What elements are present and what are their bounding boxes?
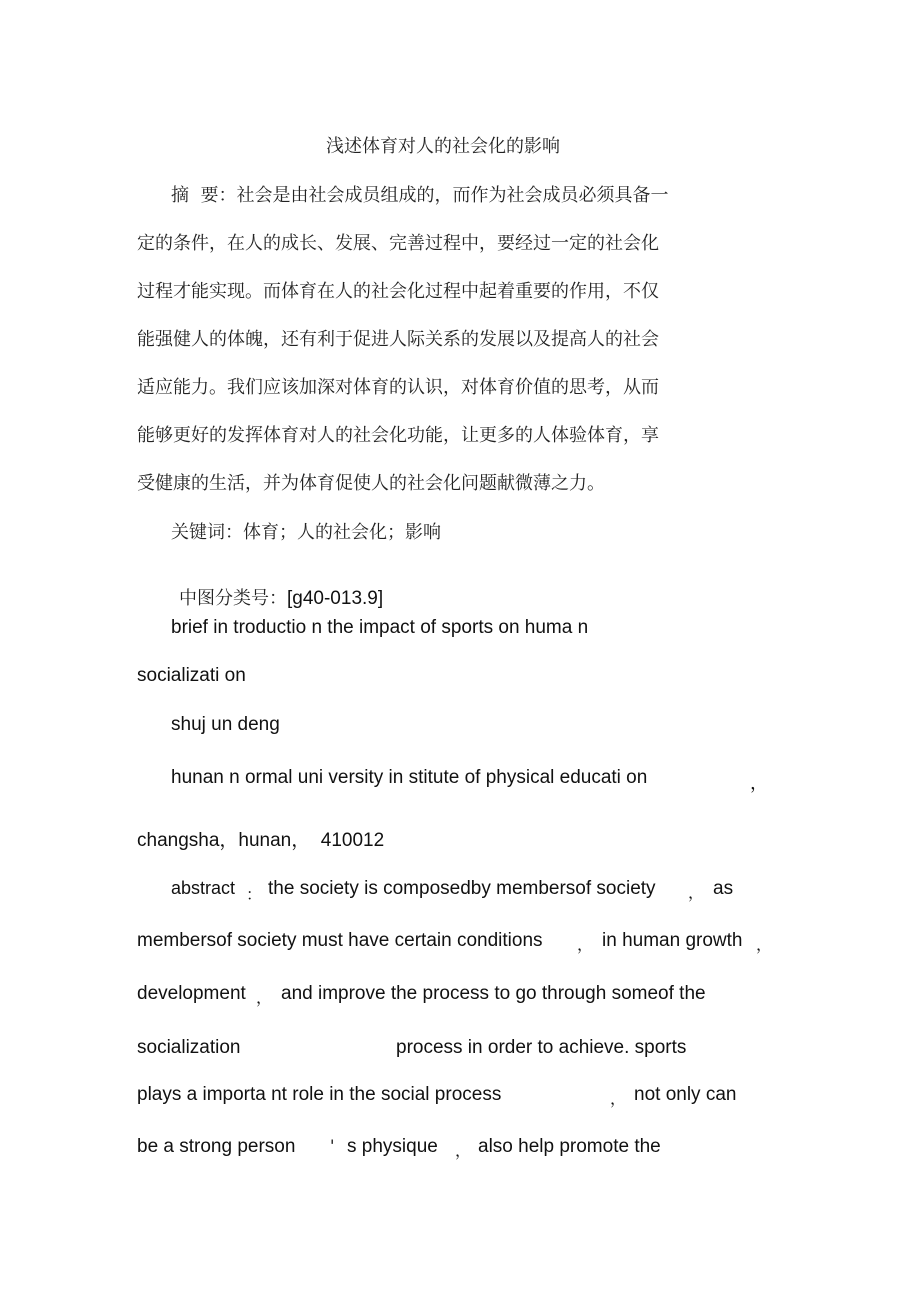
- affiliation-comma: ，: [750, 773, 768, 794]
- abstract-cn-line: 能强健人的体魄，还有利于促进人际关系的发展以及提高人的社会: [137, 329, 659, 350]
- abstract-en-label: abstract: [171, 878, 236, 898]
- abstract-en-text: be a strong person: [137, 1136, 296, 1157]
- affiliation-line: hunan n ormal uni versity in stitute of physical educati on: [171, 767, 648, 788]
- abstract-en-apostrophe: ': [330, 1136, 335, 1155]
- affiliation-line: changsha，hunan， 410012: [137, 830, 385, 851]
- clc-code: [g40-013.9]: [287, 588, 384, 609]
- abstract-en-comma: ，: [256, 988, 273, 1007]
- abstract-en-text: s physique: [347, 1136, 438, 1157]
- abstract-en-text: socialization: [137, 1037, 241, 1058]
- abstract-en-comma: ，: [610, 1089, 627, 1108]
- abstract-en-comma: ，: [455, 1141, 472, 1160]
- abstract-en-comma: ，: [688, 883, 705, 902]
- en-title-line: socializati on: [137, 665, 246, 686]
- abstract-en-comma: ，: [577, 935, 594, 954]
- keywords: 关键词：体育；人的社会化；影响: [171, 522, 441, 543]
- abstract-cn-line: 过程才能实现。而体育在人的社会化过程中起着重要的作用，不仅: [137, 281, 659, 302]
- clc-number: [171, 566, 383, 610]
- abstract-en-text: and improve the process to go through someof the: [281, 983, 706, 1004]
- abstract-en-text: as: [713, 878, 734, 899]
- abstract-en-text: membersof society must have certain conditions: [137, 930, 543, 951]
- clc-label: 中图分类号：: [179, 588, 287, 609]
- en-title-line: brief in troductio n the impact of sports on huma n: [171, 617, 589, 638]
- abstract-cn-line: 受健康的生活，并为体育促使人的社会化问题献微薄之力。: [137, 473, 605, 494]
- abstract-cn-line: 定的条件，在人的成长、发展、完善过程中，要经过一定的社会化: [137, 233, 659, 254]
- abstract-en-text: not only can: [634, 1084, 737, 1105]
- abstract-cn-line: 能够更好的发挥体育对人的社会化功能，让更多的人体验体育，享: [137, 425, 659, 446]
- abstract-en-text: also help promote the: [478, 1136, 661, 1157]
- page-title: 浅述体育对人的社会化的影响: [326, 136, 560, 157]
- abstract-en-text: in human growth: [602, 930, 743, 951]
- abstract-en-colon: ：: [246, 885, 263, 904]
- abstract-cn-line: 摘 要：社会是由社会成员组成的，而作为社会成员必须具备一: [171, 185, 669, 206]
- abstract-en-text: plays a importa nt role in the social process: [137, 1084, 502, 1105]
- abstract-cn-line: 适应能力。我们应该加深对体育的认识，对体育价值的思考，从而: [137, 377, 659, 398]
- abstract-en-text: development: [137, 983, 246, 1004]
- abstract-en-text: the society is composedby membersof society: [268, 878, 656, 899]
- author-name: shuj un deng: [171, 714, 280, 735]
- abstract-en-text: process in order to achieve. sports: [396, 1037, 687, 1058]
- abstract-en-comma: ，: [756, 935, 773, 954]
